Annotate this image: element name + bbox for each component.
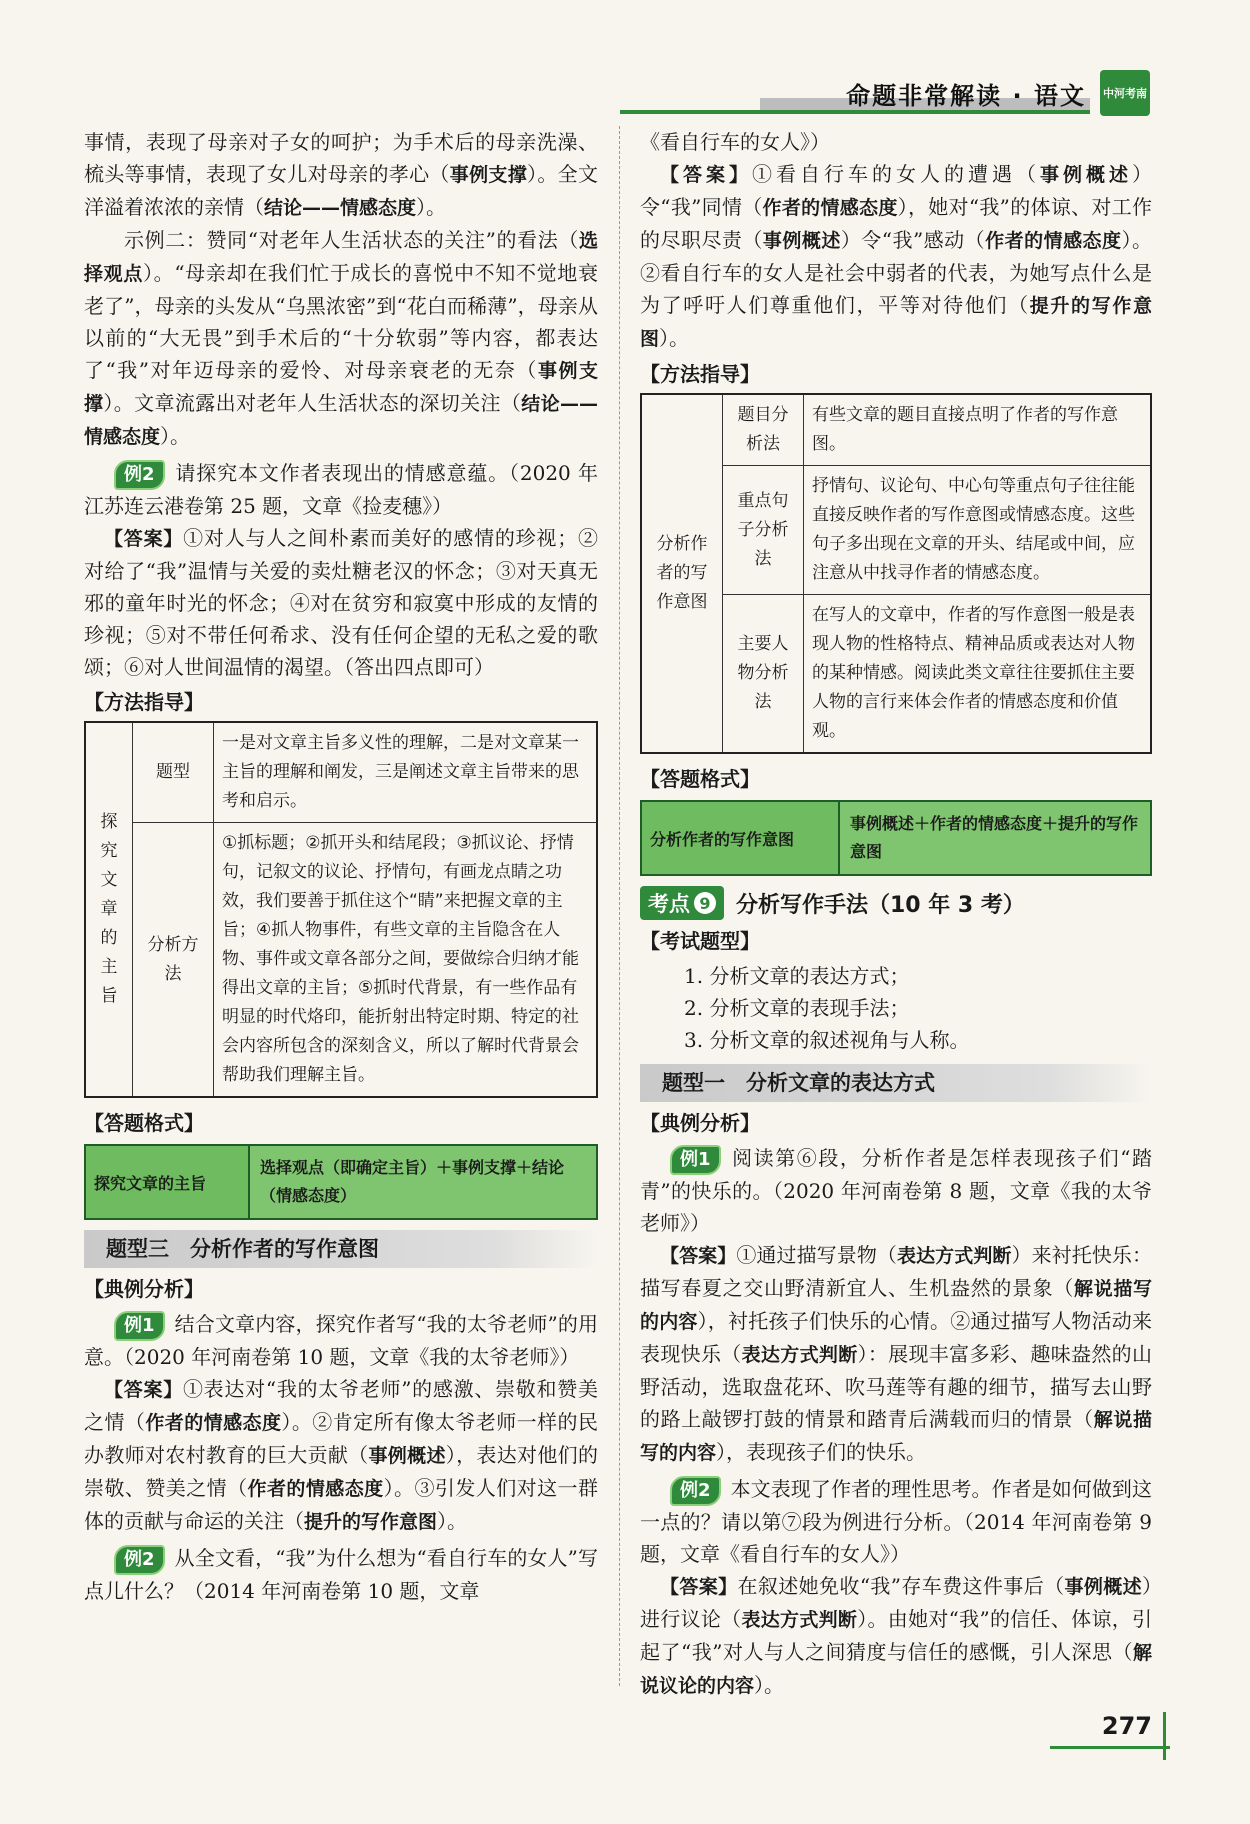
text: ）。 <box>754 1673 785 1697</box>
format-right: 选择观点（即确定主旨）＋事例支撑＋结论（情感态度） <box>260 1158 565 1205</box>
paragraph-1 <box>84 126 598 224</box>
format-label: 【答题格式】 <box>640 767 760 791</box>
format-left: 探究文章的主旨 <box>86 1146 250 1218</box>
text: ）。②看自行车的女人是社会中弱者的代表，为她写点什么是为了呼吁人们尊重他们，平等对待他们（ <box>640 228 1152 317</box>
text: ）。“母亲却在我们忙于成长的喜悦中不知不觉地衰老了”，母亲的头发从“乌黑浓密”到“花白而稀薄”，母亲从以前的“大无畏”到手术后的“十分软弱”等内容，都表达了“我”对年迈母亲的爱怜、对母亲衰老的无奈（ <box>84 261 598 382</box>
text: ①表达对“我的太爷老师”的感激、崇敬和赞美之情（ <box>84 1377 598 1434</box>
table-main-cell: 探究文章的主旨 <box>85 722 133 1097</box>
text: ）令“我”感动（ <box>840 228 986 252</box>
left-column <box>84 126 598 1607</box>
table-content-cell: 有些文章的题目直接点明了作者的写作意图。 <box>804 394 1152 466</box>
text: ）来衬托快乐：描写春夏之交山野清新宜人、生机盎然的景象（ <box>640 1243 1152 1300</box>
bold-label: 提升的写作意图 <box>640 295 1152 350</box>
table-content-cell: ①抓标题；②抓开头和结尾段；③抓议论、抒情句，记叙文的议论、抒情句，有画龙点睛之功效，我们要善于抓住这个“睛”来把握文章的主旨；④抓人物事件，有些文章的主旨隐含在人物、事件或文章各部分之间，要做综合归纳才能得出文章的主旨；⑤抓时代背景，有一些作品有明显的时代烙印，能折射出特定时期、特定的社会内容所包含的深刻含义，所以了解时代背景会帮助我们理解主旨。 <box>214 823 598 1098</box>
kaodian-title: 分析写作手法（10 年 3 考） <box>736 892 1025 918</box>
answer-example-2 <box>640 1570 1152 1702</box>
page-number: 277 <box>1101 1712 1152 1740</box>
text: ）。 <box>416 195 447 219</box>
table-row <box>85 722 597 823</box>
answer-label: 【答案】 <box>660 1576 738 1598</box>
kaodian-badge <box>640 886 724 920</box>
example-badge: 例2 <box>114 460 165 490</box>
answer-example-2 <box>84 522 598 683</box>
list-item: 3. 分析文章的叙述视角与人称。 <box>684 1028 970 1052</box>
bold-label: 事例概述 <box>368 1445 446 1467</box>
bold-label: 表达方式判断 <box>741 1609 858 1631</box>
question-text: 阅读第⑥段，分析作者是怎样表现孩子们“踏青”的快乐的。（2020 年河南卷第 8 题，文章《我的太爷老师》） <box>640 1146 1152 1235</box>
text: ）。 <box>160 424 191 448</box>
answer-format-box <box>84 1144 598 1220</box>
table-sub-cell: 重点句子分析法 <box>723 466 804 595</box>
question-example-2b <box>84 1542 598 1607</box>
table-content-cell: 一是对文章主旨多义性的理解，二是对文章某一主旨的理解和阐发，三是阐述文章主旨带来的思考和启示。 <box>214 722 598 823</box>
column-divider <box>619 126 620 1686</box>
method-table <box>84 721 598 1098</box>
bold-label: 作者的情感态度 <box>762 197 898 219</box>
bold-label: 结论——情感态度 <box>84 393 598 448</box>
question-text: 本文表现了作者的理性思考。作者是如何做到这一点的？请以第⑦段为例进行分析。（2014 年河南卷第 9 题，文章《看自行车的女人》） <box>640 1477 1152 1566</box>
table-row <box>641 394 1151 466</box>
question-example-1 <box>640 1142 1152 1239</box>
bold-label: 表达方式判断 <box>897 1245 1012 1267</box>
question-text: 结合文章内容，探究作者写“我的太爷老师”的用意。（2020 年河南卷第 10 题，文章《我的太爷老师》） <box>84 1312 598 1369</box>
question-type-3-heading: 题型三 分析作者的写作意图 <box>84 1230 598 1268</box>
text: ①看自行车的女人的遭遇（ <box>752 162 1040 186</box>
brand-logo-icon: 中河考南 <box>1100 70 1150 116</box>
text: ）令“我”同情（ <box>640 162 1152 219</box>
text: ），衬托孩子们快乐的心情。②通过描写人物活动来表现快乐（ <box>640 1309 1152 1366</box>
kaodian-heading <box>640 886 1152 920</box>
kaodian-number: 9 <box>694 892 716 914</box>
bold-label: 事例支撑 <box>449 164 528 186</box>
method-label: 【方法指导】 <box>84 690 204 714</box>
page-header <box>620 70 1150 120</box>
bold-label: 事例概述 <box>1064 1576 1142 1598</box>
question-text: 请探究本文作者表现出的情感意蕴。（2020 年江苏连云港卷第 25 题，文章《捡麦穗》） <box>84 461 598 518</box>
format-label: 【答题格式】 <box>84 1111 204 1135</box>
example-badge: 例2 <box>114 1545 165 1575</box>
text: ），表达对他们的崇敬、赞美之情（ <box>84 1443 599 1500</box>
bold-label: 作者的情感态度 <box>145 1412 282 1434</box>
text: ）。 <box>659 326 690 350</box>
page-footer <box>1050 1712 1180 1762</box>
answer-label: 【答案】 <box>660 1245 737 1267</box>
answer-format-box <box>640 800 1152 876</box>
list-item: 1. 分析文章的表达方式； <box>684 964 910 988</box>
text: 事情，表现了母亲对子女的呵护；为手术后的母亲洗澡、梳头等事情，表现了女儿对母亲的孝心（ <box>84 130 598 186</box>
answer-block <box>640 158 1152 355</box>
bold-label: 结论——情感态度 <box>264 197 417 219</box>
right-column <box>640 126 1152 1702</box>
table-sub-cell: 题型 <box>133 722 214 823</box>
table-content-cell: 在写人的文章中，作者的写作意图一般是表现人物的性格特点、精神品质或表达对人物的某种情感。阅读此类文章往往要抓住主要人物的言行来体会作者的情感态度和价值观。 <box>804 595 1152 754</box>
text: 示例二：赞同“对老年人生活状态的关注”的看法（ <box>124 228 579 252</box>
question-text: 从全文看，“我”为什么想为“看自行车的女人”写点儿什么？（2014 年河南卷第 10 题，文章 <box>84 1546 598 1603</box>
text: 在叙述她免收“我”存车费这件事后（ <box>737 1574 1065 1598</box>
bold-label: 选择观点 <box>84 230 598 285</box>
text: ）。文章流露出对老年人生活状态的深切关注（ <box>103 391 522 415</box>
exam-types-label: 【考试题型】 <box>640 929 760 953</box>
text: ）。全文洋溢着浓浓的亲情（ <box>84 162 598 219</box>
paragraph-example-2 <box>84 224 598 453</box>
method-table <box>640 393 1152 754</box>
bold-label: 解说描写的内容 <box>640 1409 1152 1464</box>
table-sub-cell: 题目分析法 <box>723 394 804 466</box>
bold-label: 事例概述 <box>1039 164 1132 186</box>
list-item: 2. 分析文章的表现手法； <box>684 996 910 1020</box>
text: ）。③引发人们对这一群体的贡献与命运的关注（ <box>84 1476 598 1533</box>
answer-example-1 <box>84 1373 598 1538</box>
method-label: 【方法指导】 <box>640 362 760 386</box>
table-sub-cell: 主要人物分析法 <box>723 595 804 754</box>
typical-analysis-label: 【典例分析】 <box>640 1111 760 1135</box>
bold-label: 解说议论的内容 <box>640 1642 1152 1697</box>
example-badge: 例1 <box>114 1311 165 1341</box>
text: ①通过描写景物（ <box>736 1243 897 1267</box>
format-left: 分析作者的写作意图 <box>642 802 840 874</box>
typical-analysis-label: 【典例分析】 <box>84 1277 204 1301</box>
question-example-2 <box>84 457 598 522</box>
bold-label: 事例概述 <box>762 230 841 252</box>
table-sub-cell: 分析方法 <box>133 823 214 1098</box>
text: ）进行议论（ <box>640 1574 1152 1631</box>
kaodian-label: 考点 <box>648 892 690 916</box>
bold-label: 作者的情感态度 <box>247 1478 384 1500</box>
table-content-cell: 抒情句、议论句、中心句等重点句子往往能直接反映作者的写作意图或情感态度。这些句子多出现在文章的开头、结尾或中间，应注意从中找寻作者的情感态度。 <box>804 466 1152 595</box>
footer-line <box>1050 1746 1170 1749</box>
header-title: 命题非常解读 · 语文 <box>846 82 1086 110</box>
bold-label: 作者的情感态度 <box>985 230 1122 252</box>
text: ），她对“我”的体谅、对工作的尽职尽责（ <box>640 195 1152 252</box>
format-right: 事例概述＋作者的情感态度＋提升的写作意图 <box>850 814 1139 861</box>
answer-label: 【答案】 <box>660 164 752 186</box>
bold-label: 事例支撑 <box>84 360 598 415</box>
text: ）：展现丰富多彩、趣味盎然的山野活动，选取盘花环、吹马莲等有趣的细节，描写去山野的路上敲锣打鼓的情景和踏青后满载而归的情景（ <box>640 1342 1153 1431</box>
table-main-cell: 分析作者的写作意图 <box>641 394 723 753</box>
text: ）。 <box>437 1509 468 1533</box>
question-continuation: 《看自行车的女人》） <box>640 130 830 154</box>
answer-label: 【答案】 <box>104 528 184 550</box>
answer-label: 【答案】 <box>104 1379 183 1401</box>
example-badge: 例1 <box>670 1145 721 1175</box>
answer-text: ①对人与人之间朴素而美好的感情的珍视；②对给了“我”温情与关爱的卖灶糖老汉的怀念；③对天真无邪的童年时光的怀念；④对在贫穷和寂寞中形成的友情的珍视；⑤对不带任何希求、没有任何企望的无私之爱的歌颂；⑥对人世间温情的渴望。（答出四点即可） <box>84 526 598 679</box>
question-example-2 <box>640 1473 1152 1570</box>
bold-label: 提升的写作意图 <box>304 1511 438 1533</box>
bold-label: 解说描写的内容 <box>640 1278 1152 1333</box>
example-badge: 例2 <box>670 1476 721 1506</box>
bold-label: 表达方式判断 <box>741 1344 858 1366</box>
text: ），表现孩子们的快乐。 <box>716 1440 927 1464</box>
answer-example-1 <box>640 1239 1152 1469</box>
question-type-1-heading: 题型一 分析文章的表达方式 <box>640 1064 1152 1102</box>
question-example-1 <box>84 1308 598 1373</box>
footer-vertical-line <box>1163 1712 1166 1760</box>
text: ）。②肯定所有像太爷老师一样的民办教师对农村教育的巨大贡献（ <box>84 1410 598 1467</box>
table-row <box>85 823 597 1098</box>
text: ）。由她对“我”的信任、体谅，引起了“我”对人与人之间猜度与信任的感慨，引人深思（ <box>640 1607 1152 1664</box>
